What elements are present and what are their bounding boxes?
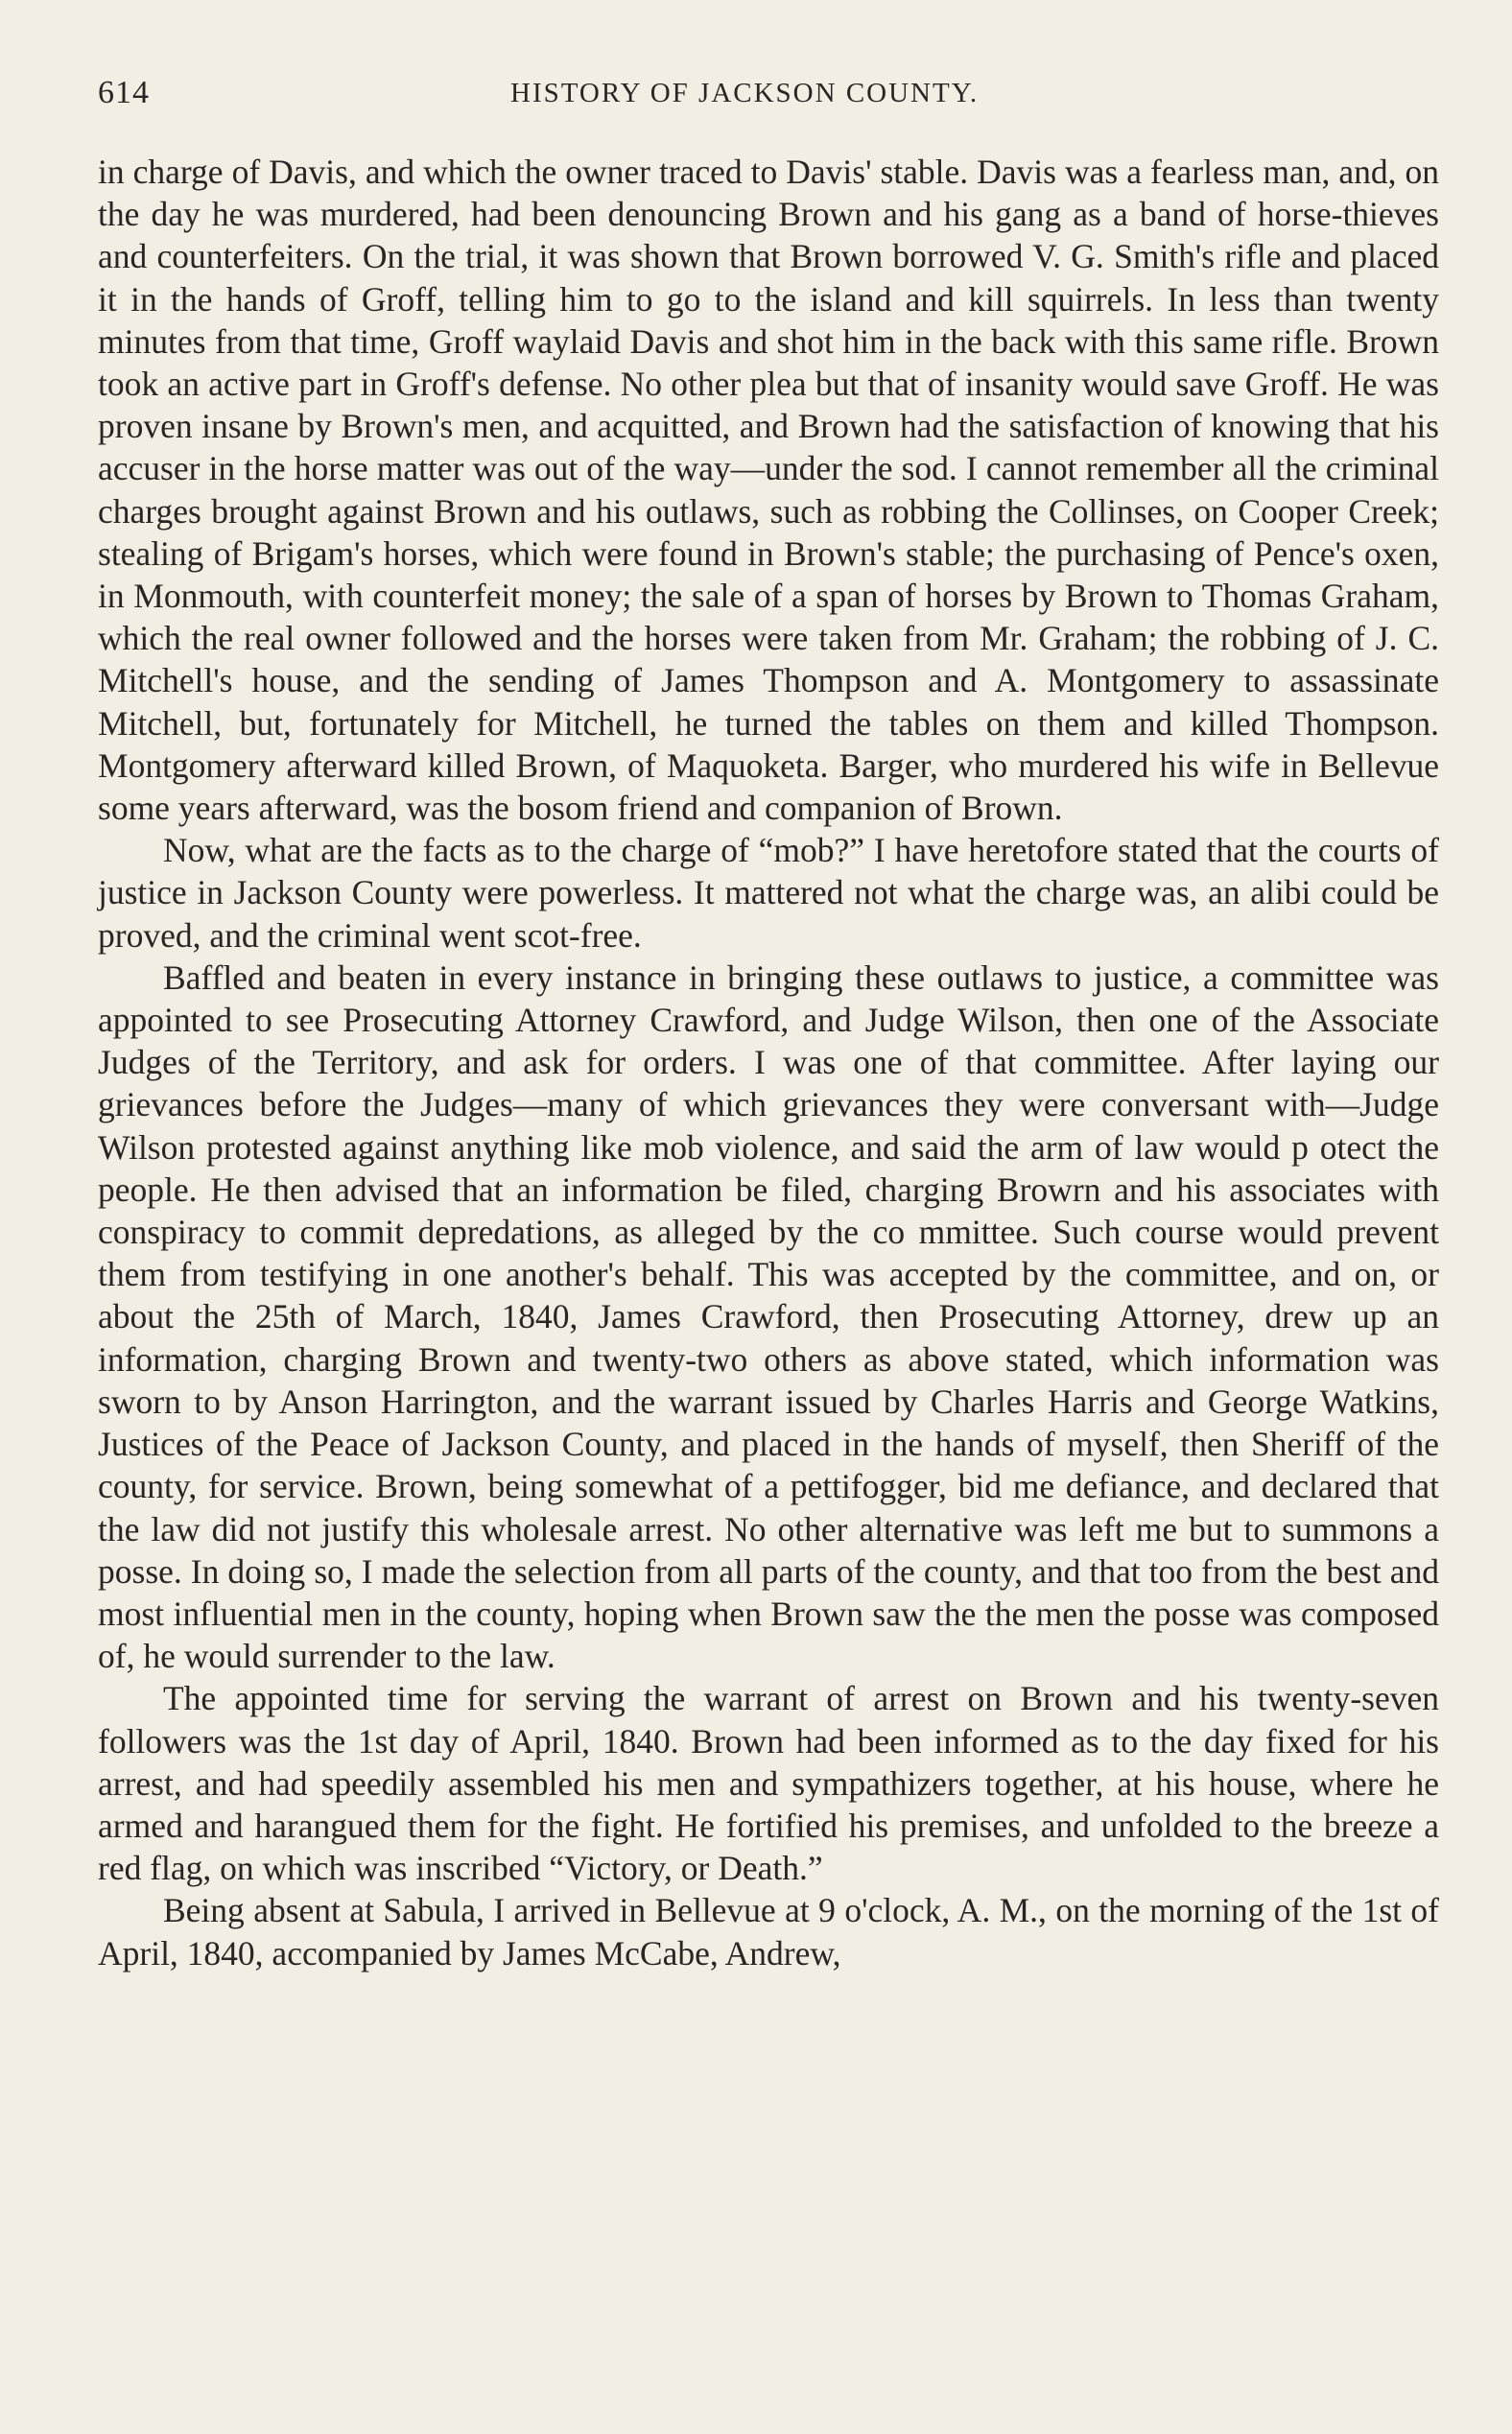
page-header [98, 75, 1441, 113]
page-number: 614 [98, 75, 150, 110]
paragraph: Now, what are the facts as to the charge of “mob?” I have heretofore stated that the courts of justice in Jackson County were powerless. It mattered not what the charge was, an alibi could be proved, and the criminal went scot-free. [98, 831, 1439, 955]
body-text [98, 151, 1439, 1974]
paragraph: in charge of Davis, and which the owner traced to Davis' stable. Davis was a fearless man, and, on the day he was murdered, had been denouncing Brown and his gang as a band of horse-thieves and counterfeiters. On the trial, it was shown that Brown borrowed V. G. Smith's rifle and placed it in the hands of Groff, telling him to go to the island and kill squirrels. In less than twenty minutes from that time, Groff waylaid Davis and shot him in the back with this same rifle. Brown took an active part in Groff's defense. No other plea but that of insanity would save Groff. He was proven insane by Brown's men, and acquitted, and Brown had the satisfaction of knowing that his accuser in the horse matter was out of the way—under the sod. I cannot remember all the criminal charges brought against Brown and his outlaws, such as robbing the Collinses, on Cooper Creek; stealing of Brigam's horses, which were found in Brown's stable; the purchasing of Pence's oxen, in Monmouth, with counterfeit money; the sale of a span of horses by Brown to Thomas Graham, which the real owner followed and the horses were taken from Mr. Graham; the robbing of J. C. Mitchell's house, and the sending of James Thompson and A. Montgomery to assassinate Mitchell, but, fortunately for Mitchell, he turned the tables on them and killed Thompson. Montgomery afterward killed Brown, of Maquoketa. Barger, who murdered his wife in Bellevue some years afterward, was the bosom friend and companion of Brown. [98, 153, 1439, 828]
running-title: HISTORY OF JACKSON COUNTY. [510, 78, 980, 108]
paragraph: Being absent at Sabula, I arrived in Bellevue at 9 o'clock, A. M., on the morning of the 1st of April, 1840, accompanied by James McCabe, Andrew, [98, 1891, 1439, 1973]
paragraph: Baffled and beaten in every instance in bringing these outlaws to justice, a committee was appointed to see Prosecuting Attorney Crawford, and Judge Wilson, then one of the Associate Judges of the Territory, and ask for orders. I was one of that committee. After laying our grievances before the Judges—many of which grievances they were conversant with—Judge Wilson protested against anything like mob violence, and said the arm of law would p otect the people. He then advised that an information be filed, charging Browrn and his associates with conspiracy to commit depredations, as alleged by the co mmittee. Such course would prevent them from testifying in one another's behalf. This was accepted by the committee, and on, or about the 25th of March, 1840, James Crawford, then Prosecuting Attorney, drew up an information, charging Brown and twenty-two others as above stated, which information was sworn to by Anson Harrington, and the warrant issued by Charles Harris and George Watkins, Justices of the Peace of Jackson County, and placed in the hands of myself, then Sheriff of the county, for service. Brown, being somewhat of a pettifogger, bid me defiance, and declared that the law did not justify this wholesale arrest. No other alternative was left me but to summons a posse. In doing so, I made the selection from all parts of the county, and that too from the best and most influential men in the county, hoping when Brown saw the the men the posse was composed of, he would surrender to the law. [98, 957, 1439, 1676]
paragraph: The appointed time for serving the warrant of arrest on Brown and his twenty-seven followers was the 1st day of April, 1840. Brown had been informed as to the day fixed for his arrest, and had speedily assembled his men and sympathizers together, at his house, where he armed and harangued them for the fight. He fortified his premises, and unfolded to the breeze a red flag, on which was inscribed “Victory, or Death.” [98, 1679, 1439, 1888]
